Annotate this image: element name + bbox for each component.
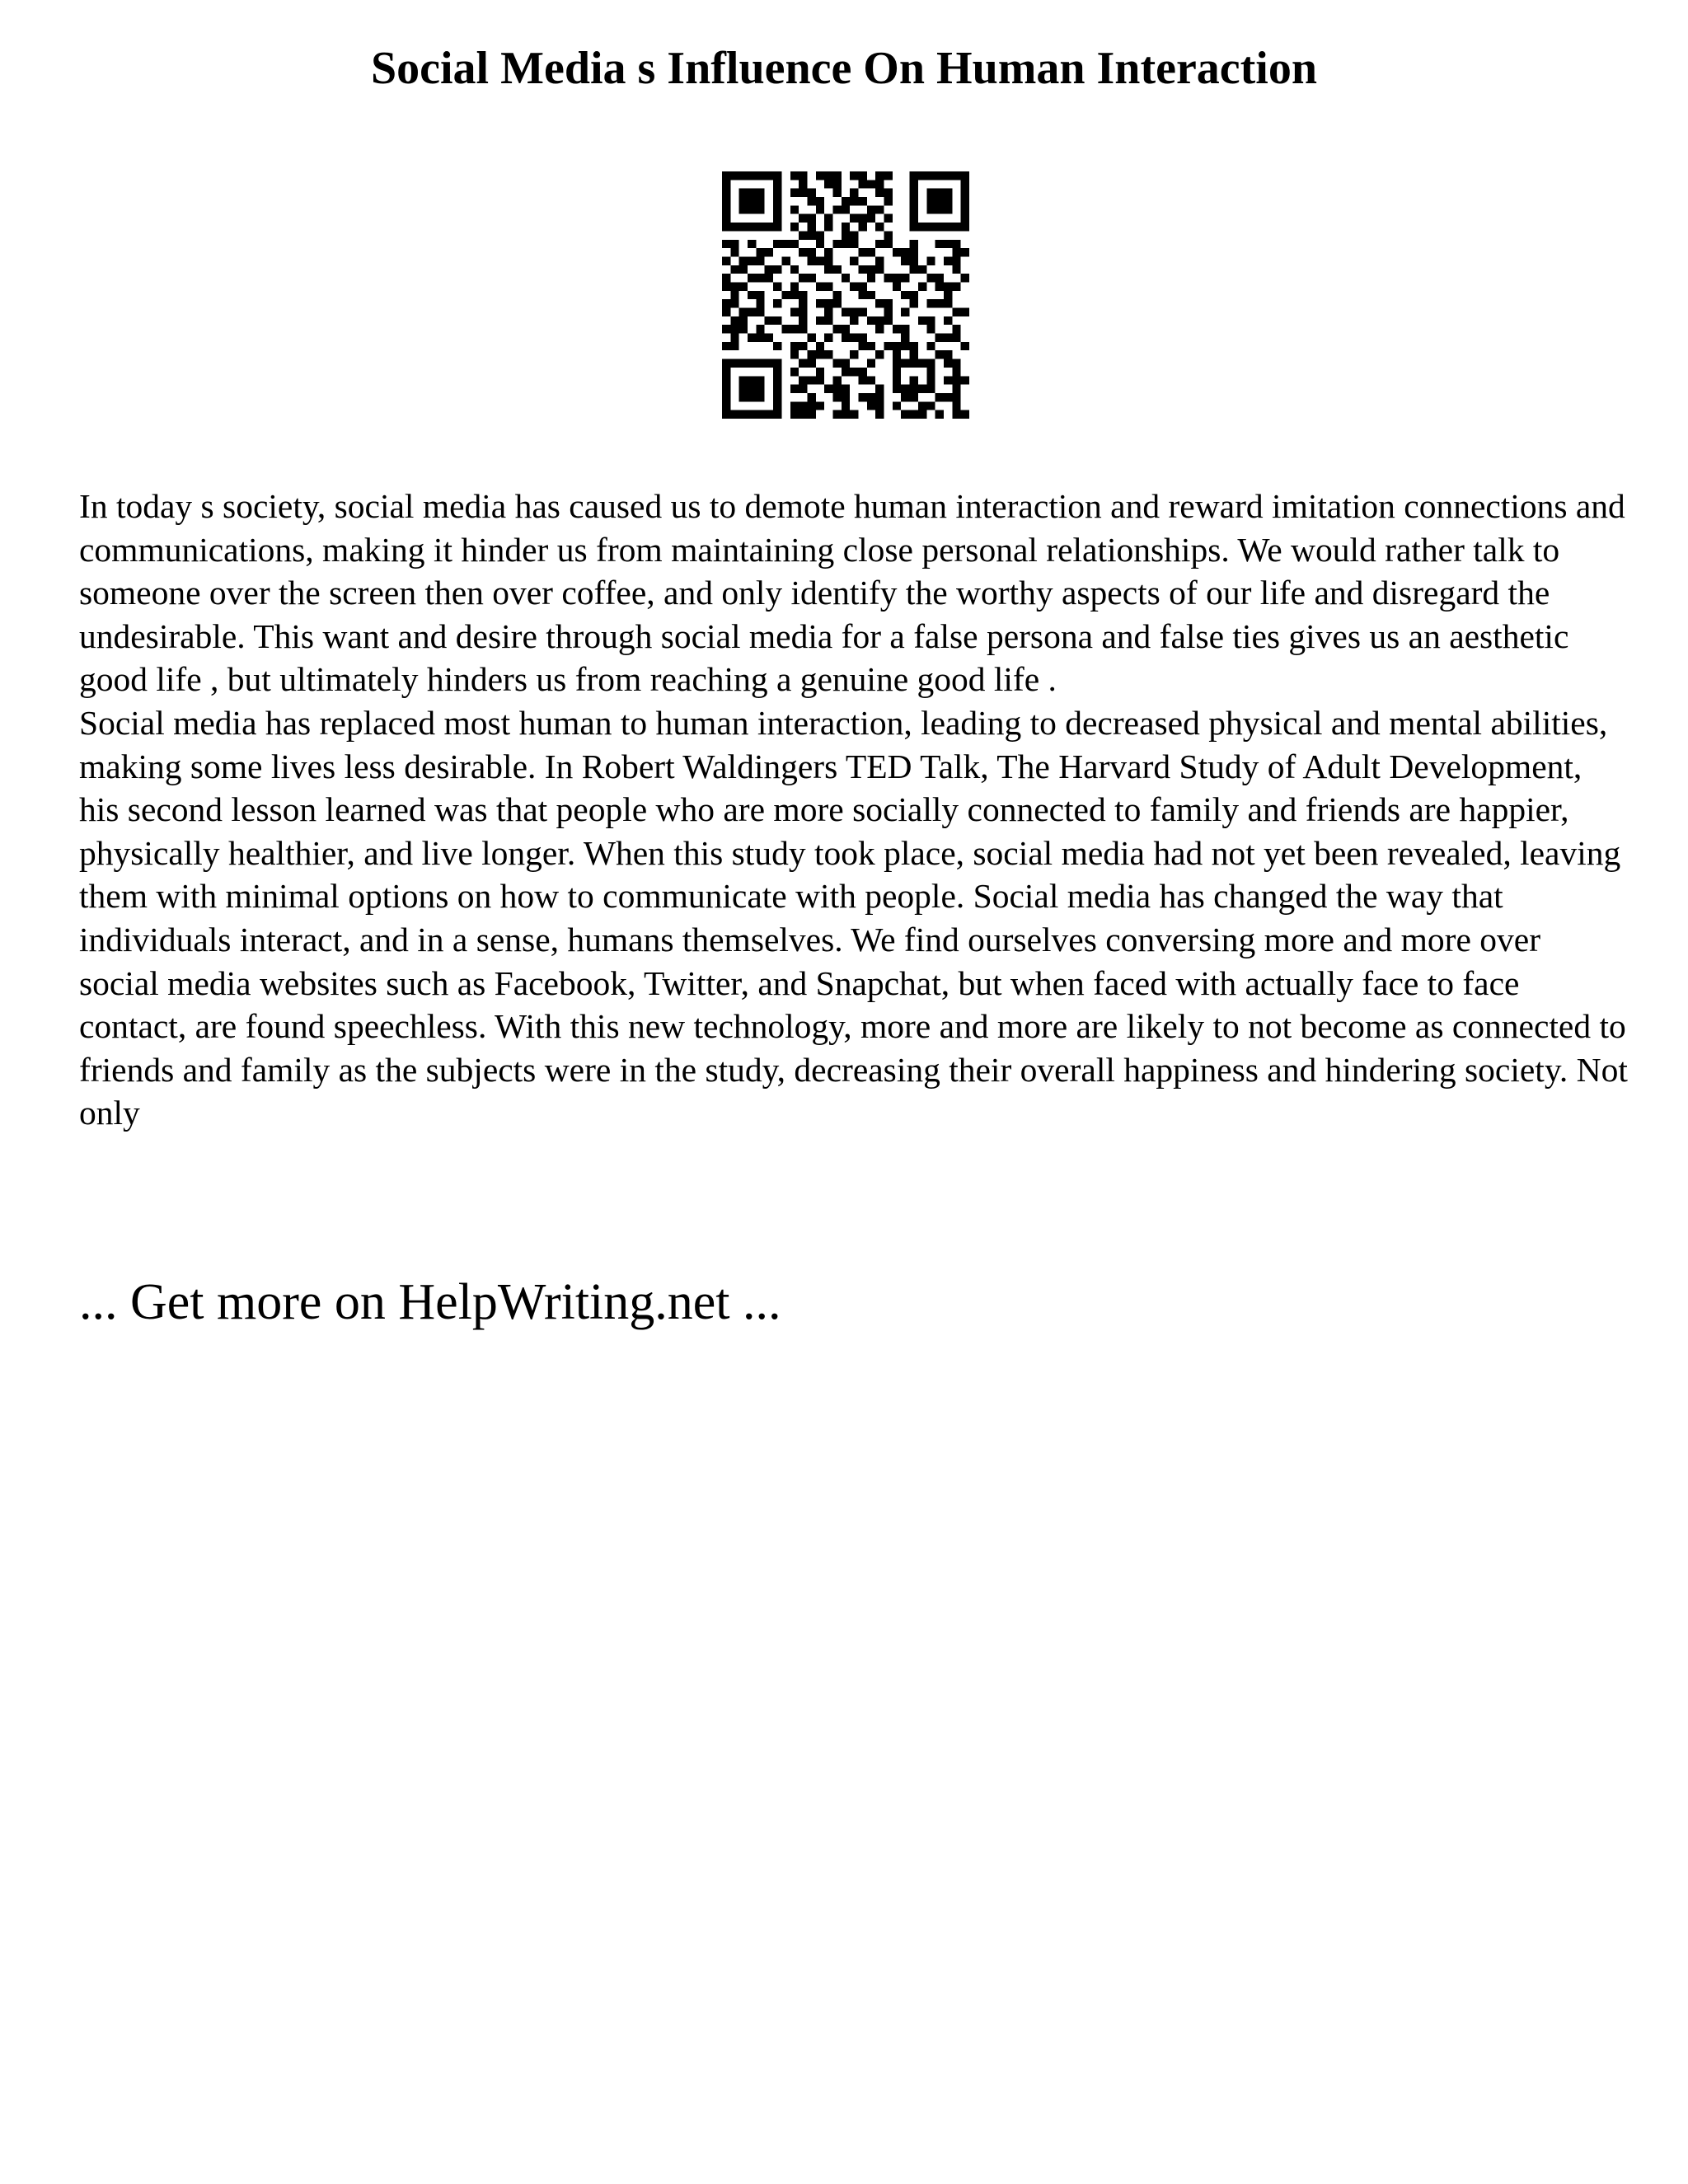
document-title: Social Media s Influence On Human Interaction: [370, 43, 1318, 94]
document-body: [79, 485, 1629, 1135]
body-paragraph-1: In today s society, social media has caused us to demote human interaction and reward imitation connections and communications, making it hinder us from maintaining close personal relationships. We would rather talk to someone over the screen then over coffee, and only identify the worthy aspects of our life and disregard the undesirable. This want and desire through social media for a false persona and false ties gives us an aesthetic good life , but ultimately hinders us from reaching a genuine good life .: [79, 487, 1625, 699]
body-paragraph-2: Social media has replaced most human to human interaction, leading to decreased physical and mental abilities, making some lives less desirable. In Robert Waldingers TED Talk, The Harvard Study of Adult Development, his second lesson learned was that people who are more socially connected to family and friends are happier, physically healthier, and live longer. When this study took place, social media had not yet been revealed, leaving them with minimal options on how to communicate with people. Social media has changed the way that individuals interact, and in a sense, humans themselves. We find ourselves conversing more and more over social media websites such as Facebook, Twitter, and Snapchat, but when faced with actually face to face contact, are found speechless. With this new technology, more and more are likely to not become as connected to friends and family as the subjects were in the study, decreasing their overall happiness and hindering society. Not only: [79, 703, 1628, 1132]
qr-code-icon: [722, 171, 969, 419]
get-more-link[interactable]: ... Get more on HelpWriting.net ...: [79, 1274, 781, 1330]
